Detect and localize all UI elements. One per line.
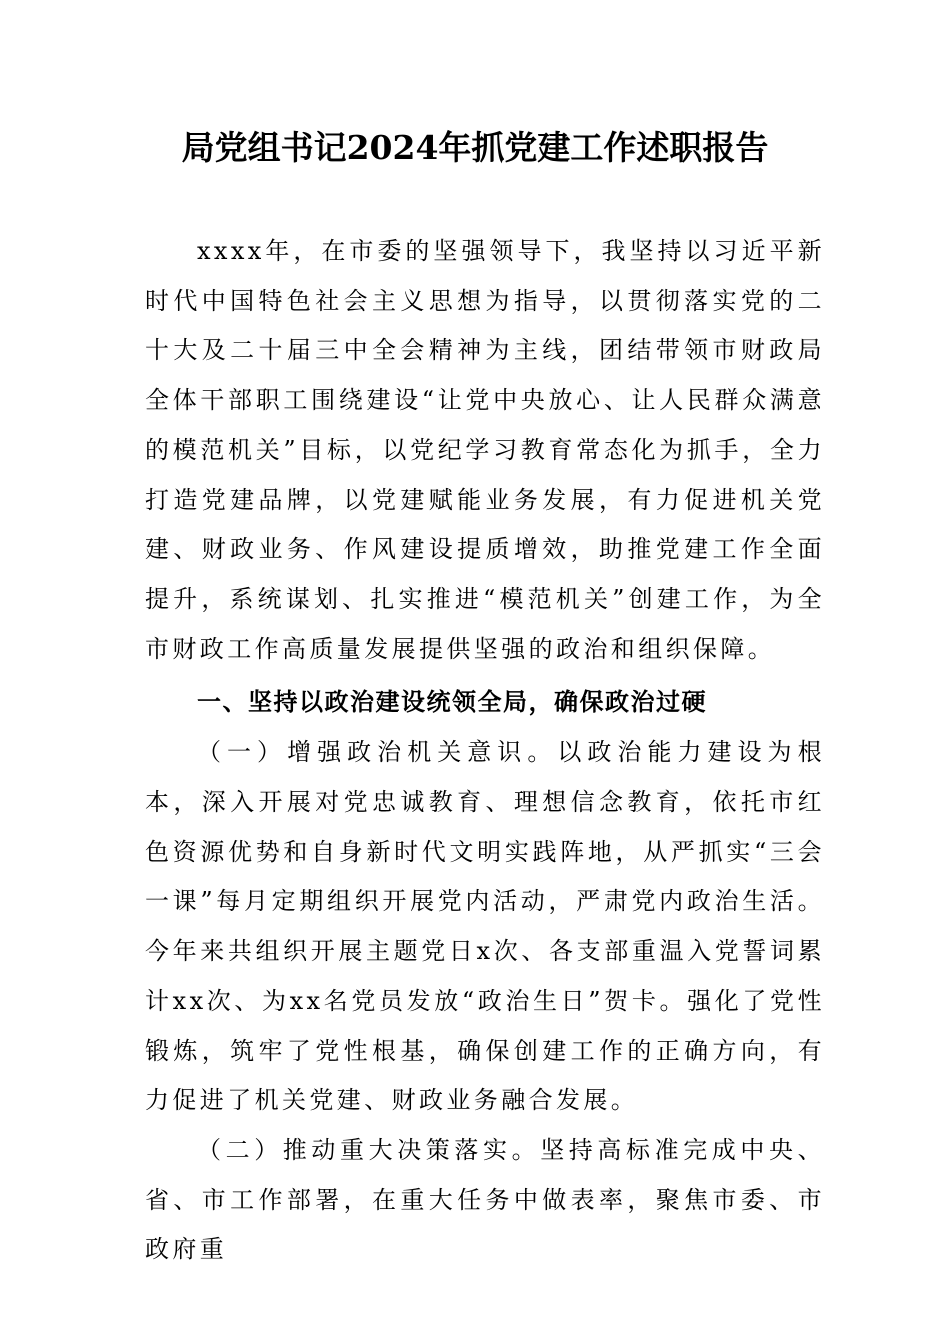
document-body: [145, 227, 825, 1275]
document-title: 局党组书记2024年抓党建工作述职报告: [181, 128, 769, 167]
paragraph-section-1-1: （一）增强政治机关意识。以政治能力建设为根本，深入开展对党忠诚教育、理想信念教育，依托市红色资源优势和自身新时代文明实践阵地，从严抓实“三会一课”每月定期组织开展党内活动，严肃党内政治生活。今年来共组织开展主题党日x次、各支部重温入党誓词累计xx次、为xx名党员发放“政治生日”贺卡。强化了党性锻炼，筑牢了党性根基，确保创建工作的正确方向，有力促进了机关党建、财政业务融合发展。: [145, 738, 825, 1115]
section-heading-1: 一、坚持以政治建设统领全局，确保政治过硬: [197, 687, 707, 717]
paragraph-intro: xxxx年，在市委的坚强领导下，我坚持以习近平新时代中国特色社会主义思想为指导，以贯彻落实党的二十大及二十届三中全会精神为主线，团结带领市财政局全体干部职工围绕建设“让党中央放心、让人民群众满意的模范机关”目标，以党纪学习教育常态化为抓手，全力打造党建品牌，以党建赋能业务发展，有力促进机关党建、财政业务、作风建设提质增效，助推党建工作全面提升，系统谋划、扎实推进“模范机关”创建工作，为全市财政工作高质量发展提供坚强的政治和组织保障。: [145, 237, 825, 663]
paragraph-section-1-2: （二）推动重大决策落实。坚持高标准完成中央、省、市工作部署，在重大任务中做表率，聚焦市委、市政府重: [145, 1135, 825, 1264]
